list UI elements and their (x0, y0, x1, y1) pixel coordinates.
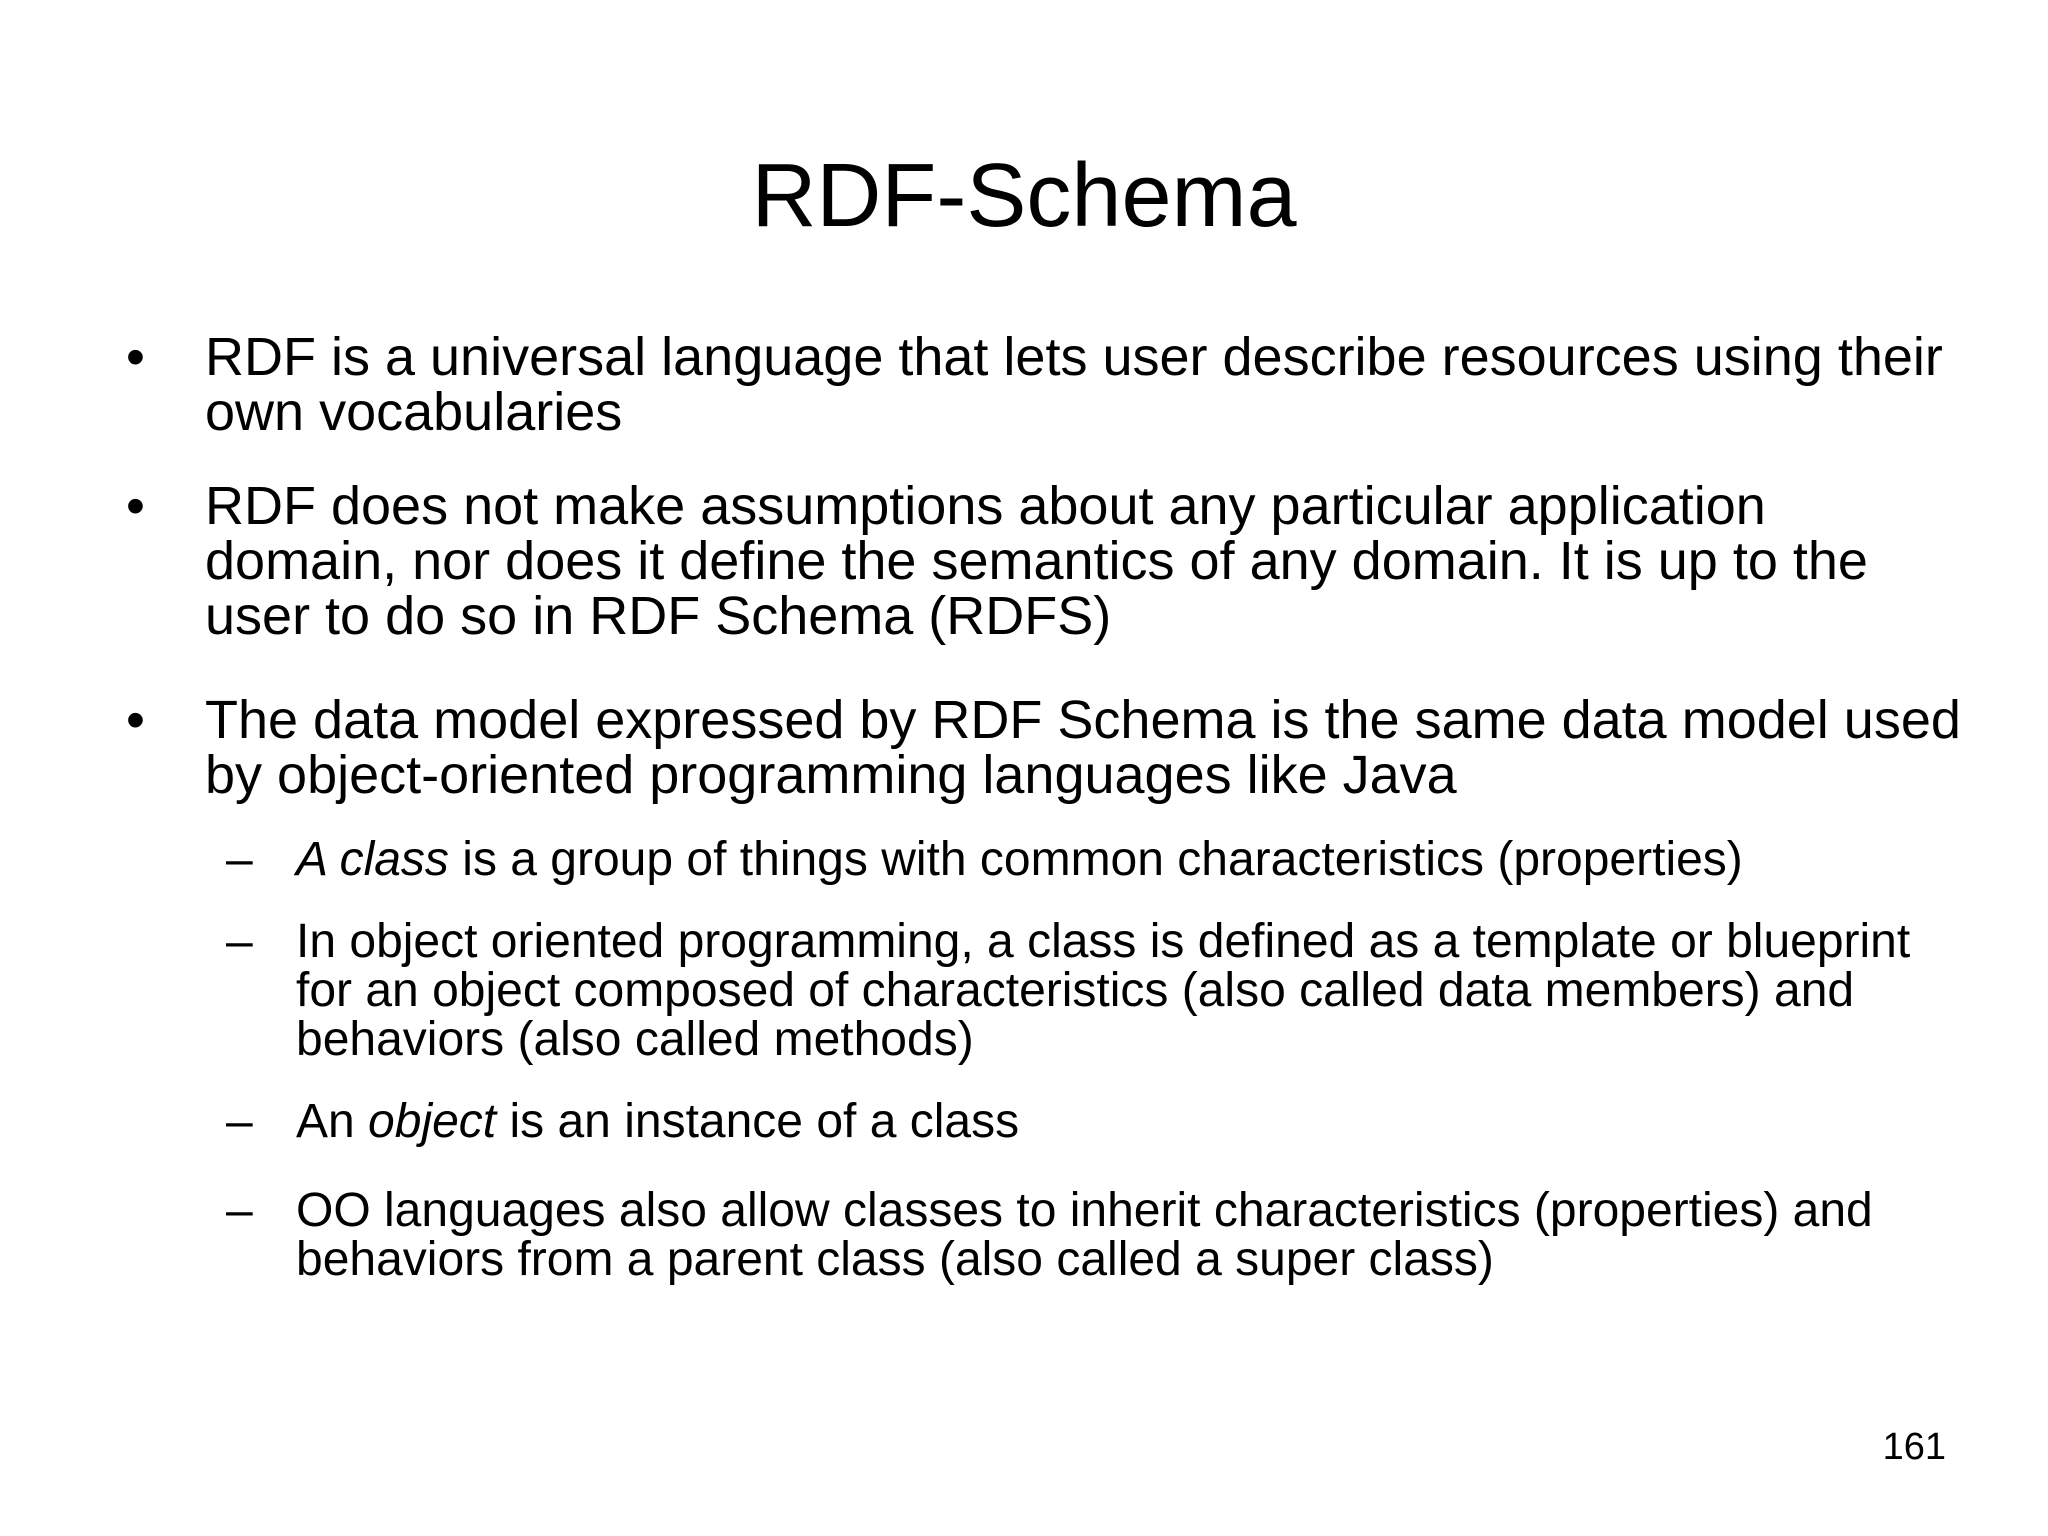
slide-title: RDF-Schema (751, 146, 1297, 246)
bullet-text: RDF is a universal language that lets user describe resources using their own vocabularies (205, 327, 1943, 442)
bullet-mark: • (126, 690, 145, 750)
bullet-text: RDF does not make assumptions about any particular application domain, nor does it define the semantics of any domain. It is up to the user to do so in RDF Schema (RDFS) (205, 476, 1868, 646)
sub-bullet-text-rest: is an instance of a class (496, 1095, 1020, 1148)
sub-bullet-text (296, 835, 1956, 884)
emphasis-object: object (368, 1095, 497, 1148)
bullet-text: The data model expressed by RDF Schema is the same data model used by object-oriented programming languages like Java (205, 690, 1961, 805)
bullet-mark: • (126, 327, 145, 387)
sub-bullet-mark: – (226, 833, 253, 886)
sub-bullet-mark: – (226, 1184, 253, 1237)
sub-bullet-text-rest: is a group of things with common characteristics (properties) (448, 833, 1743, 886)
emphasis-class: A class (296, 833, 449, 886)
sub-bullet-text (296, 1097, 1956, 1146)
sub-bullet-text: In object oriented programming, a class is defined as a template or blueprint for an object composed of characteristics (also called data members) and behaviors (also called methods) (296, 915, 1911, 1066)
sub-bullet-text: OO languages also allow classes to inherit characteristics (properties) and behaviors from a parent class (also called a super class) (296, 1184, 1873, 1286)
sub-bullet-text-pre: An (296, 1095, 369, 1148)
page-number: 161 (1882, 1426, 1946, 1468)
bullet-mark: • (126, 476, 145, 536)
sub-bullet-mark: – (226, 915, 253, 968)
sub-bullet-mark: – (226, 1095, 253, 1148)
